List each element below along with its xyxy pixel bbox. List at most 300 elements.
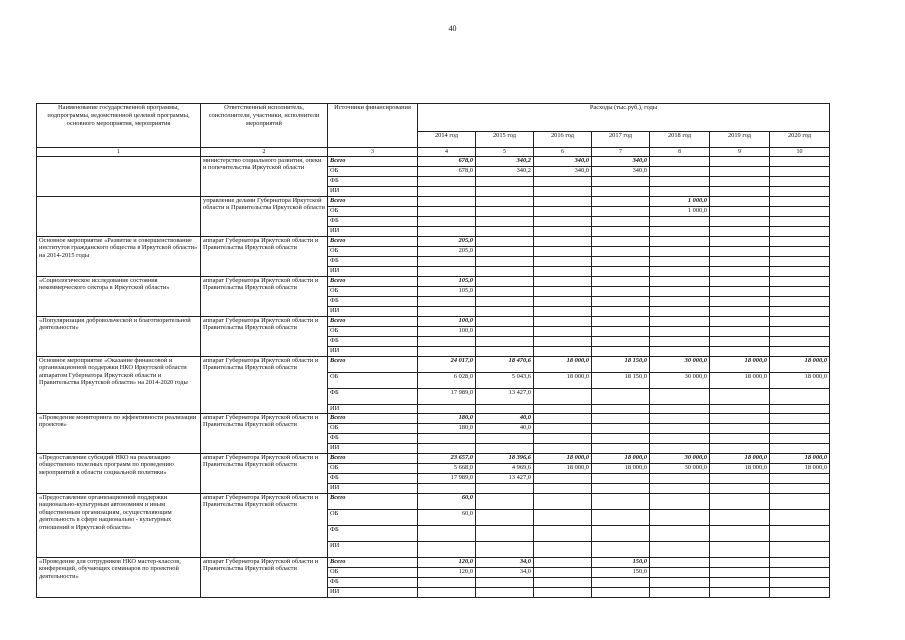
amount-cell: 180,0 [418,414,476,424]
amount-cell [650,568,710,578]
amount-cell [770,434,830,444]
funding-source: ОБ [328,373,418,389]
amount-cell [534,297,592,307]
header-year: 2016 год [534,132,592,148]
amount-cell: 17 989,0 [418,474,476,484]
amount-cell [710,494,770,510]
amount-cell [476,297,534,307]
amount-cell [476,207,534,217]
amount-cell [476,187,534,197]
amount-cell [592,217,650,227]
amount-cell: 13 427,0 [476,389,534,405]
amount-cell: 18 000,0 [534,373,592,389]
amount-cell [534,177,592,187]
amount-cell: 30 000,0 [650,357,710,373]
amount-cell [650,484,710,494]
amount-cell: 18 000,0 [592,464,650,474]
responsible-executor: аппарат Губернатора Иркутской области и Правительства Иркутской области [201,414,328,454]
amount-cell [418,197,476,207]
amount-cell: 34,0 [476,568,534,578]
funding-source: ОБ [328,167,418,177]
measure-name: «Проведение мониторинга по эффективности реализации проектов» [37,414,201,454]
amount-cell [710,558,770,568]
amount-cell [418,257,476,267]
amount-cell [770,327,830,337]
amount-cell [476,347,534,357]
amount-cell [592,317,650,327]
amount-cell [476,257,534,267]
amount-cell: 23 657,0 [418,454,476,464]
amount-cell [650,389,710,405]
funding-source: Всего [328,317,418,327]
amount-cell [418,578,476,588]
amount-cell [710,207,770,217]
amount-cell [770,187,830,197]
amount-cell [770,337,830,347]
amount-cell: 180,0 [418,424,476,434]
amount-cell: 18 000,0 [592,454,650,464]
measure-name [37,157,201,197]
amount-cell [534,510,592,526]
amount-cell [534,277,592,287]
amount-cell [770,287,830,297]
amount-cell: 105,0 [418,287,476,297]
amount-cell [592,307,650,317]
amount-cell: 120,0 [418,568,476,578]
amount-cell [534,307,592,317]
amount-cell [770,297,830,307]
amount-cell [710,510,770,526]
amount-cell [418,405,476,414]
amount-cell [534,217,592,227]
amount-cell [770,267,830,277]
funding-source: ФБ [328,526,418,542]
amount-cell [592,247,650,257]
table-row [37,414,830,424]
amount-cell [534,578,592,588]
funding-source: ФБ [328,217,418,227]
amount-cell [770,227,830,237]
amount-cell [710,157,770,167]
amount-cell [534,424,592,434]
amount-cell [710,177,770,187]
amount-cell [770,347,830,357]
amount-cell [650,307,710,317]
expenditure-table [36,103,830,598]
amount-cell: 18 000,0 [534,357,592,373]
responsible-executor: управление делами Губернатора Иркутской области и Правительства Иркутской области [201,197,328,237]
measure-name: Основное мероприятие «Развитие и совершенствование институтов гражданского общества в Иркутской области» на 2014-2015 годы [37,237,201,277]
funding-source: ОБ [328,207,418,217]
amount-cell [592,257,650,267]
amount-cell [650,247,710,257]
amount-cell [770,424,830,434]
amount-cell [650,217,710,227]
amount-cell [418,588,476,598]
amount-cell: 18 000,0 [770,464,830,474]
funding-source: Всего [328,237,418,247]
amount-cell [770,414,830,424]
table-body [37,157,830,598]
amount-cell [710,307,770,317]
amount-cell [534,347,592,357]
amount-cell [534,287,592,297]
amount-cell [770,474,830,484]
amount-cell [650,177,710,187]
amount-cell [710,414,770,424]
funding-source: ФБ [328,177,418,187]
amount-cell: 340,0 [534,157,592,167]
amount-cell [650,542,710,558]
amount-cell [650,237,710,247]
amount-cell [710,297,770,307]
amount-cell [650,277,710,287]
amount-cell [770,257,830,267]
amount-cell [534,444,592,454]
funding-source: Всего [328,157,418,167]
amount-cell [418,227,476,237]
amount-cell [534,237,592,247]
amount-cell: 205,0 [418,237,476,247]
measure-name: Основное мероприятие «Оказание финансовой и организационной поддержки НКО Иркутской области аппаратом Губернатора Иркутской области и Правительства Иркутской области» на 2014-2020 годы [37,357,201,414]
amount-cell [650,327,710,337]
column-number: 5 [476,148,534,157]
amount-cell [592,277,650,287]
funding-source: ИИ [328,227,418,237]
amount-cell: 340,0 [592,167,650,177]
amount-cell: 4 969,6 [476,464,534,474]
amount-cell [534,434,592,444]
responsible-executor: аппарат Губернатора Иркутской области и Правительства Иркутской области [201,494,328,558]
amount-cell [770,207,830,217]
responsible-executor: аппарат Губернатора Иркутской области и Правительства Иркутской области [201,317,328,357]
amount-cell [476,588,534,598]
table-row [37,197,830,207]
amount-cell [770,197,830,207]
amount-cell [476,317,534,327]
amount-cell: 105,0 [418,277,476,287]
funding-source: ИИ [328,484,418,494]
amount-cell [770,237,830,247]
table-row [37,558,830,568]
header-name: Наименование государственной программы, подпрограммы, ведомственной целевой программы, основного мероприятия, мероприятия [37,104,201,148]
amount-cell: 40,0 [476,414,534,424]
amount-cell: 340,2 [476,157,534,167]
funding-source: Всего [328,197,418,207]
amount-cell [534,389,592,405]
table-row [37,157,830,167]
measure-name: «Предоставление субсидий НКО на реализацию общественно полезных программ по проведению мероприятий в области социальной политики» [37,454,201,494]
amount-cell: 18 000,0 [770,454,830,464]
amount-cell: 100,0 [418,327,476,337]
column-number: 2 [201,148,328,157]
amount-cell [710,405,770,414]
amount-cell: 17 989,0 [418,389,476,405]
amount-cell [770,484,830,494]
amount-cell: 18 000,0 [770,357,830,373]
amount-cell [476,267,534,277]
amount-cell: 5 668,0 [418,464,476,474]
amount-cell [770,405,830,414]
amount-cell: 60,0 [418,510,476,526]
column-number: 1 [37,148,201,157]
amount-cell [770,444,830,454]
amount-cell [592,588,650,598]
table-header [37,104,830,157]
funding-source: ФБ [328,297,418,307]
funding-source: ФБ [328,257,418,267]
amount-cell: 60,0 [418,494,476,510]
amount-cell [650,287,710,297]
header-year: 2015 год [476,132,534,148]
amount-cell [770,167,830,177]
funding-source: ИИ [328,444,418,454]
amount-cell [650,405,710,414]
amount-cell [534,414,592,424]
amount-cell [476,578,534,588]
amount-cell [418,337,476,347]
amount-cell [650,558,710,568]
amount-cell [592,434,650,444]
amount-cell [770,568,830,578]
amount-cell [418,347,476,357]
amount-cell [650,347,710,357]
amount-cell [476,510,534,526]
amount-cell: 340,0 [592,157,650,167]
table-row [37,277,830,287]
amount-cell: 340,2 [476,167,534,177]
measure-name: «Социологическое исследование состояния некоммерческого сектора в Иркутской области» [37,277,201,317]
amount-cell [534,558,592,568]
amount-cell [710,237,770,247]
amount-cell [534,317,592,327]
responsible-executor: аппарат Губернатора Иркутской области и Правительства Иркутской области [201,277,328,317]
responsible-executor: аппарат Губернатора Иркутской области и Правительства Иркутской области [201,558,328,598]
amount-cell [650,494,710,510]
amount-cell [710,542,770,558]
amount-cell: 1 000,0 [650,197,710,207]
amount-cell [650,526,710,542]
amount-cell: 1 000,0 [650,207,710,217]
amount-cell: 150,0 [592,568,650,578]
amount-cell: 18 000,0 [710,464,770,474]
amount-cell [534,207,592,217]
amount-cell [476,526,534,542]
column-number: 10 [770,148,830,157]
funding-source: ИИ [328,307,418,317]
funding-source: ОБ [328,464,418,474]
amount-cell [592,510,650,526]
amount-cell [418,267,476,277]
amount-cell: 24 017,0 [418,357,476,373]
table-row [37,357,830,373]
amount-cell [770,277,830,287]
amount-cell: 30 000,0 [650,464,710,474]
funding-source: ФБ [328,578,418,588]
measure-name: «Проведение для сотрудников НКО мастер-классов, конференций, обучающих семинаров по проектной деятельности» [37,558,201,598]
amount-cell [650,510,710,526]
amount-cell [418,484,476,494]
amount-cell [534,257,592,267]
amount-cell: 205,0 [418,247,476,257]
amount-cell [710,588,770,598]
amount-cell [592,405,650,414]
funding-source: ИИ [328,405,418,414]
amount-cell [770,217,830,227]
amount-cell [650,257,710,267]
amount-cell [710,337,770,347]
column-number: 7 [592,148,650,157]
amount-cell: 13 427,0 [476,474,534,484]
amount-cell [476,405,534,414]
amount-cell [476,287,534,297]
amount-cell [592,494,650,510]
amount-cell [476,327,534,337]
amount-cell [710,526,770,542]
amount-cell: 40,0 [476,424,534,434]
amount-cell [710,568,770,578]
responsible-executor: аппарат Губернатора Иркутской области и Правительства Иркутской области [201,454,328,494]
amount-cell [418,217,476,227]
funding-source: ИИ [328,187,418,197]
responsible-executor: аппарат Губернатора Иркутской области и Правительства Иркутской области [201,237,328,277]
amount-cell: 18 470,6 [476,357,534,373]
funding-source: Всего [328,414,418,424]
amount-cell: 34,0 [476,558,534,568]
amount-cell [710,227,770,237]
funding-source: ФБ [328,474,418,484]
amount-cell [418,177,476,187]
funding-source: ОБ [328,327,418,337]
amount-cell [770,307,830,317]
amount-cell [770,494,830,510]
funding-source: ФБ [328,434,418,444]
funding-source: ИИ [328,267,418,277]
responsible-executor: аппарат Губернатора Иркутской области и Правительства Иркутской области [201,357,328,414]
amount-cell [650,227,710,237]
amount-cell [418,187,476,197]
header-year: 2019 год [710,132,770,148]
funding-source: ОБ [328,247,418,257]
amount-cell [592,267,650,277]
amount-cell: 678,0 [418,157,476,167]
table-row [37,454,830,464]
amount-cell [476,337,534,347]
amount-cell: 120,0 [418,558,476,568]
amount-cell: 30 000,0 [650,373,710,389]
amount-cell: 18 000,0 [710,373,770,389]
measure-name: «Предоставление организационной поддержки национально-культурным автономиям и иным общественным организациям, осуществляющим деятельность в сфере национально - культурных отношений в Иркутской области» [37,494,201,558]
amount-cell [592,414,650,424]
amount-cell [770,157,830,167]
amount-cell [770,588,830,598]
amount-cell [418,297,476,307]
amount-cell [710,474,770,484]
amount-cell [476,217,534,227]
amount-cell [710,167,770,177]
amount-cell: 18 396,6 [476,454,534,464]
measure-name [37,197,201,237]
amount-cell [770,247,830,257]
amount-cell [770,526,830,542]
page-number: 40 [448,24,457,33]
funding-source: Всего [328,454,418,464]
amount-cell [534,247,592,257]
header-year: 2018 год [650,132,710,148]
amount-cell [534,337,592,347]
amount-cell [476,177,534,187]
amount-cell [650,317,710,327]
amount-cell [770,177,830,187]
funding-source: ОБ [328,568,418,578]
header-year: 2017 год [592,132,650,148]
amount-cell [534,494,592,510]
amount-cell: 678,0 [418,167,476,177]
amount-cell [710,277,770,287]
amount-cell [770,317,830,327]
funding-source: ОБ [328,287,418,297]
header-expenses: Расходы (тыс.руб.), годы [418,104,830,132]
column-number: 8 [650,148,710,157]
column-number: 9 [710,148,770,157]
amount-cell [650,444,710,454]
amount-cell [710,197,770,207]
funding-source: ИИ [328,542,418,558]
amount-cell [476,444,534,454]
amount-cell [650,414,710,424]
amount-cell [476,484,534,494]
amount-cell [476,197,534,207]
funding-source: ФБ [328,389,418,405]
column-number: 6 [534,148,592,157]
amount-cell [650,337,710,347]
amount-cell [476,307,534,317]
table-row [37,317,830,327]
header-executor: Ответственный исполнитель, соисполнители, участники, исполнители мероприятий [201,104,328,148]
amount-cell [534,484,592,494]
amount-cell: 18 000,0 [534,464,592,474]
funding-source: Всего [328,277,418,287]
amount-cell [710,389,770,405]
measure-name: «Популяризация добровольческой и благотворительной деятельности» [37,317,201,357]
amount-cell [592,444,650,454]
funding-source: ИИ [328,347,418,357]
amount-cell: 18 000,0 [710,357,770,373]
amount-cell [650,267,710,277]
amount-cell [534,327,592,337]
amount-cell [710,217,770,227]
funding-source: Всего [328,357,418,373]
amount-cell [418,526,476,542]
amount-cell: 18 150,0 [592,373,650,389]
amount-cell [592,484,650,494]
amount-cell [710,257,770,267]
amount-cell [418,444,476,454]
amount-cell [476,237,534,247]
amount-cell [476,277,534,287]
amount-cell [650,167,710,177]
amount-cell [418,207,476,217]
amount-cell [650,187,710,197]
column-number: 4 [418,148,476,157]
amount-cell [534,405,592,414]
amount-cell [710,327,770,337]
amount-cell [650,588,710,598]
column-number: 3 [328,148,418,157]
funding-source: ОБ [328,424,418,434]
amount-cell [650,578,710,588]
amount-cell [770,510,830,526]
